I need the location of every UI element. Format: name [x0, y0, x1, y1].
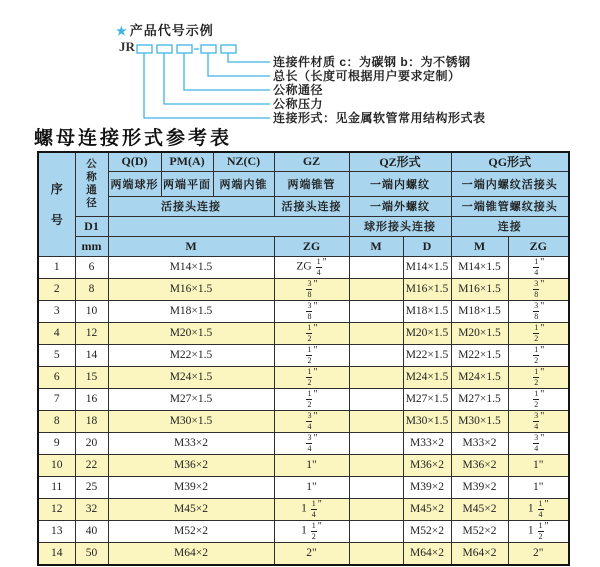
cell-qg-m: M22×1.5 [451, 344, 508, 366]
cell-qz-m [349, 520, 403, 542]
cell-qg-zg: 1 $\frac{1}{2}$ " [508, 520, 569, 542]
fraction: $\frac{1}{2}$ [307, 345, 312, 365]
cell-seq: 12 [38, 498, 75, 520]
fraction: $\frac{1}{2}$ [534, 389, 539, 409]
fraction: $\frac{3}{8}$ [534, 279, 539, 299]
cell-zg: $\frac{3}{8}$ " [274, 278, 349, 300]
fraction: $\frac{1}{2}$ [534, 323, 539, 343]
header-nz-desc: 两端内锥 [213, 171, 274, 196]
cell-qg-m: M14×1.5 [451, 256, 508, 278]
cell-seq: 9 [38, 432, 75, 454]
cell-qz-d: M16×1.5 [403, 278, 451, 300]
cell-zg: 1 $\frac{1}{2}$ " [274, 520, 349, 542]
cell-zg: $\frac{3}{4}$ " [274, 432, 349, 454]
cell-m: M18×1.5 [108, 300, 274, 322]
cell-qz-m [349, 344, 403, 366]
table-body [38, 256, 569, 565]
table-row [38, 410, 569, 432]
table-row [38, 256, 569, 278]
cell-m: M52×2 [108, 520, 274, 542]
header-gz-desc: 两端锥管 [274, 171, 349, 196]
connector-line [164, 53, 270, 104]
diagram-label-length: 总长（长度可根据用户要求定制） [273, 69, 461, 83]
table-row [38, 520, 569, 542]
header-nz-code: NZ(C) [213, 152, 274, 171]
table-row [38, 300, 569, 322]
cell-qz-d: M24×1.5 [403, 366, 451, 388]
cell-qz-d: M45×2 [403, 498, 451, 520]
table-row [38, 388, 569, 410]
cell-qg-zg: $\frac{3}{4}$ " [508, 410, 569, 432]
fraction: $\frac{1}{4}$ [316, 257, 321, 277]
cell-dn: 40 [75, 520, 108, 542]
header-dn-text: 公 称 通 径 [86, 158, 97, 210]
header-gz-unit: ZG [274, 236, 349, 256]
cell-m: M64×2 [108, 542, 274, 565]
cell-qz-d: M33×2 [403, 432, 451, 454]
diagram-label-connection: 连接形式：见金属软管常用结构形式表 [273, 111, 486, 125]
connector-line [184, 53, 270, 90]
cell-seq: 2 [38, 278, 75, 300]
cell-zg: $\frac{1}{2}$ " [274, 322, 349, 344]
header-qz-sub1: M [349, 236, 403, 256]
cell-seq: 4 [38, 322, 75, 344]
cell-dn: 12 [75, 322, 108, 344]
diagram-label-material: 连接件材质 c：为碳钢 b：为不锈钢 [273, 55, 471, 69]
cell-qz-d: M14×1.5 [403, 256, 451, 278]
table-row [38, 454, 569, 476]
cell-qz-m [349, 322, 403, 344]
cell-qz-d: M36×2 [403, 454, 451, 476]
cell-qg-m: M33×2 [451, 432, 508, 454]
cell-seq: 5 [38, 344, 75, 366]
cell-m: M20×1.5 [108, 322, 274, 344]
cell-m: M39×2 [108, 476, 274, 498]
cell-dn: 14 [75, 344, 108, 366]
cell-m: M45×2 [108, 498, 274, 520]
cell-qg-zg: $\frac{1}{2}$ " [508, 366, 569, 388]
header-qz-row4: 球形接头连接 [349, 216, 451, 236]
table-title: 螺母连接形式参考表 [34, 128, 233, 149]
code-box [201, 45, 216, 53]
cell-qz-d: M52×2 [403, 520, 451, 542]
cell-qg-m: M45×2 [451, 498, 508, 520]
cell-qz-m [349, 256, 403, 278]
table-row [38, 278, 569, 300]
header-qz-code: QZ形式 [349, 152, 451, 171]
cell-qz-d: M27×1.5 [403, 388, 451, 410]
cell-qg-m: M36×2 [451, 454, 508, 476]
table-row [38, 476, 569, 498]
fraction: $\frac{1}{2}$ [311, 521, 316, 541]
cell-zg: 1 $\frac{1}{4}$ " [274, 498, 349, 520]
cell-qg-m: M18×1.5 [451, 300, 508, 322]
header-pm-desc: 两端平面 [161, 171, 213, 196]
header-union-join: 活接头连接 [108, 196, 274, 216]
cell-qg-zg: $\frac{3}{4}$ " [508, 432, 569, 454]
cell-qg-m: M39×2 [451, 476, 508, 498]
header-gz-code: GZ [274, 152, 349, 171]
cell-zg: $\frac{1}{2}$ " [274, 388, 349, 410]
cell-qz-d: M30×1.5 [403, 410, 451, 432]
fraction: $\frac{3}{8}$ [307, 279, 312, 299]
cell-seq: 8 [38, 410, 75, 432]
cell-m: M14×1.5 [108, 256, 274, 278]
cell-zg: 2" [274, 542, 349, 565]
cell-seq: 3 [38, 300, 75, 322]
cell-zg: 1" [274, 454, 349, 476]
cell-m: M27×1.5 [108, 388, 274, 410]
connector-line [144, 53, 270, 118]
cell-qg-zg: $\frac{1}{2}$ " [508, 344, 569, 366]
cell-seq: 13 [38, 520, 75, 542]
table-row [38, 542, 569, 565]
cell-dn: 20 [75, 432, 108, 454]
cell-seq: 7 [38, 388, 75, 410]
cell-qg-m: M24×1.5 [451, 366, 508, 388]
cell-qz-d: M20×1.5 [403, 322, 451, 344]
cell-qz-m [349, 454, 403, 476]
connector-line [208, 53, 270, 76]
fraction: $\frac{3}{4}$ [307, 411, 312, 431]
cell-dn: 16 [75, 388, 108, 410]
cell-qg-m: M64×2 [451, 542, 508, 565]
cell-qg-zg: 1" [508, 476, 569, 498]
cell-dn: 6 [75, 256, 108, 278]
fraction: $\frac{3}{4}$ [307, 433, 312, 453]
cell-seq: 14 [38, 542, 75, 565]
nut-connection-table [37, 151, 570, 566]
table-row [38, 432, 569, 454]
cell-qz-m [349, 476, 403, 498]
fraction: $\frac{1}{2}$ [307, 367, 312, 387]
header-gz-join: 活接头连接 [274, 196, 349, 216]
table-row [38, 366, 569, 388]
cell-qz-d: M39×2 [403, 476, 451, 498]
cell-qg-zg: $\frac{1}{4}$ " [508, 256, 569, 278]
cell-qg-zg: 1 $\frac{1}{4}$ " [508, 498, 569, 520]
header-mm: mm [75, 236, 108, 256]
connector-line [228, 53, 270, 62]
cell-dn: 32 [75, 498, 108, 520]
cell-m: M24×1.5 [108, 366, 274, 388]
cell-dn: 10 [75, 300, 108, 322]
fraction: $\frac{1}{4}$ [538, 499, 543, 519]
diagram-title-text: 产品代号示例 [129, 23, 214, 38]
cell-m: M36×2 [108, 454, 274, 476]
cell-m: M33×2 [108, 432, 274, 454]
cell-dn: 25 [75, 476, 108, 498]
cell-qg-zg: $\frac{1}{2}$ " [508, 322, 569, 344]
cell-seq: 10 [38, 454, 75, 476]
header-qg-sub1: M [451, 236, 508, 256]
cell-qg-m: M27×1.5 [451, 388, 508, 410]
cell-dn: 50 [75, 542, 108, 565]
cell-qg-zg: $\frac{1}{2}$ " [508, 388, 569, 410]
cell-qg-m: M52×2 [451, 520, 508, 542]
cell-zg: $\frac{1}{2}$ " [274, 366, 349, 388]
header-qg-code: QG形式 [451, 152, 569, 171]
header-d1: D1 [75, 216, 108, 236]
cell-dn: 8 [75, 278, 108, 300]
cell-qz-m [349, 388, 403, 410]
fraction: $\frac{1}{2}$ [538, 521, 543, 541]
header-qg-row3: 一端锥管螺纹接头 [451, 196, 569, 216]
cell-qg-zg: $\frac{3}{8}$ " [508, 278, 569, 300]
cell-qz-m [349, 410, 403, 432]
cell-qg-m: M16×1.5 [451, 278, 508, 300]
code-box [177, 45, 192, 53]
cell-qz-m [349, 278, 403, 300]
cell-zg: $\frac{1}{2}$ " [274, 344, 349, 366]
cell-zg: ZG $\frac{1}{4}$ " [274, 256, 349, 278]
header-qg-sub2: ZG [508, 236, 569, 256]
header-dn [75, 152, 108, 216]
cell-m: M30×1.5 [108, 410, 274, 432]
cell-qz-m [349, 366, 403, 388]
cell-qz-d: M18×1.5 [403, 300, 451, 322]
fraction: $\frac{3}{8}$ [534, 301, 539, 321]
header-q-code: Q(D) [108, 152, 161, 171]
cell-qg-zg: $\frac{3}{8}$ " [508, 300, 569, 322]
header-blank [108, 216, 349, 236]
cell-zg: 1" [274, 476, 349, 498]
cell-qz-m [349, 432, 403, 454]
cell-qg-m: M30×1.5 [451, 410, 508, 432]
cell-qz-d: M22×1.5 [403, 344, 451, 366]
cell-qz-d: M64×2 [403, 542, 451, 565]
cell-qz-m [349, 542, 403, 565]
fraction: $\frac{1}{4}$ [311, 499, 316, 519]
cell-qz-m [349, 498, 403, 520]
fraction: $\frac{3}{4}$ [534, 433, 539, 453]
code-prefix: JR [119, 39, 135, 54]
cell-m: M16×1.5 [108, 278, 274, 300]
header-seq-text: 序 号 [50, 182, 63, 228]
fraction: $\frac{3}{4}$ [534, 411, 539, 431]
code-box [157, 45, 172, 53]
cell-qg-m: M20×1.5 [451, 322, 508, 344]
cell-qg-zg: 1" [508, 454, 569, 476]
header-q-desc: 两端球形 [108, 171, 161, 196]
fraction: $\frac{1}{2}$ [307, 323, 312, 343]
code-box [221, 45, 236, 53]
header-seq [38, 152, 75, 256]
header-qz-row3: 一端外螺纹 [349, 196, 451, 216]
cell-zg: $\frac{3}{8}$ " [274, 300, 349, 322]
header-qz-row2: 一端内螺纹 [349, 171, 451, 196]
cell-zg: $\frac{3}{4}$ " [274, 410, 349, 432]
diagram-label-pressure: 公称压力 [273, 97, 324, 111]
fraction: $\frac{1}{4}$ [534, 257, 539, 277]
cell-seq: 6 [38, 366, 75, 388]
cell-qg-zg: 2" [508, 542, 569, 565]
header-qg-row2: 一端内螺纹活接头 [451, 171, 569, 196]
code-box [137, 45, 152, 53]
fraction: $\frac{1}{2}$ [534, 367, 539, 387]
fraction: $\frac{1}{2}$ [534, 345, 539, 365]
star-icon: ★ [116, 24, 128, 38]
fraction: $\frac{1}{2}$ [307, 389, 312, 409]
diagram-label-diameter: 公称通径 [273, 83, 324, 97]
table-row [38, 344, 569, 366]
table-row [38, 322, 569, 344]
cell-seq: 1 [38, 256, 75, 278]
cell-dn: 22 [75, 454, 108, 476]
header-pm-code: PM(A) [161, 152, 213, 171]
cell-dn: 15 [75, 366, 108, 388]
fraction: $\frac{3}{8}$ [307, 301, 312, 321]
cell-qz-m [349, 300, 403, 322]
table-row [38, 498, 569, 520]
header-m-unit: M [108, 236, 274, 256]
cell-seq: 11 [38, 476, 75, 498]
cell-m: M22×1.5 [108, 344, 274, 366]
header-qz-sub2: D [403, 236, 451, 256]
header-qg-row4: 连接 [451, 216, 569, 236]
cell-dn: 18 [75, 410, 108, 432]
